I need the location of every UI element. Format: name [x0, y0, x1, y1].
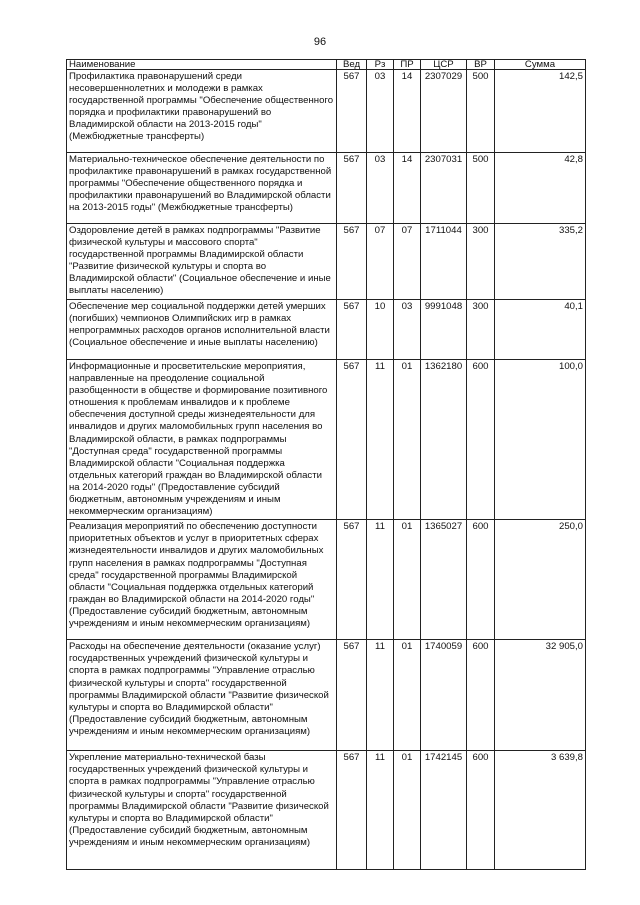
table-row [67, 153, 586, 224]
row-pr: 01 [394, 751, 421, 870]
row-pr: 01 [394, 640, 421, 751]
row-vr: 600 [467, 640, 495, 751]
row-rz: 11 [367, 360, 394, 520]
table-row [67, 360, 586, 520]
row-vr: 600 [467, 751, 495, 870]
header-rz: Рз [367, 60, 394, 70]
row-sum: 250,0 [495, 520, 586, 640]
row-pr: 07 [394, 224, 421, 300]
row-sum: 42,8 [495, 153, 586, 224]
row-rz: 07 [367, 224, 394, 300]
row-csr: 9991048 [421, 300, 467, 360]
row-csr: 1365027 [421, 520, 467, 640]
row-vr: 500 [467, 70, 495, 153]
table-header-row [67, 60, 586, 70]
row-rz: 11 [367, 751, 394, 870]
row-rz: 11 [367, 520, 394, 640]
row-pr: 03 [394, 300, 421, 360]
row-ved: 567 [337, 360, 367, 520]
row-rz: 11 [367, 640, 394, 751]
header-sum: Сумма [495, 60, 586, 70]
row-ved: 567 [337, 153, 367, 224]
table-row [67, 640, 586, 751]
header-csr: ЦСР [421, 60, 467, 70]
budget-table [66, 59, 586, 870]
row-csr: 1740059 [421, 640, 467, 751]
row-name: Материально-техническое обеспечение деятельности по профилактике правонарушений в рамках государственной программы "Обеспечение общественного порядка и профилактики правонарушений во Владимирской области на 2013-2015 годы" (Межбюджетные трансферты) [67, 153, 337, 224]
header-ved: Вед [337, 60, 367, 70]
row-csr: 2307029 [421, 70, 467, 153]
row-sum: 40,1 [495, 300, 586, 360]
row-pr: 14 [394, 153, 421, 224]
header-pr: ПР [394, 60, 421, 70]
row-vr: 600 [467, 520, 495, 640]
row-ved: 567 [337, 70, 367, 153]
row-csr: 1362180 [421, 360, 467, 520]
table-row [67, 224, 586, 300]
row-vr: 600 [467, 360, 495, 520]
table-row [67, 520, 586, 640]
row-rz: 03 [367, 153, 394, 224]
row-name: Профилактика правонарушений среди несовершеннолетних и молодежи в рамках государственной программы "Обеспечение общественного порядка и профилактики правонарушений во Владимирской области на 2013-2015 годы" (Межбюджетные трансферты) [67, 70, 337, 153]
row-name: Расходы на обеспечение деятельности (оказание услуг) государственных учреждений физической культуры и спорта в рамках подпрограммы "Управление отраслью физической культуры и спорта" государственной программы Владимирской области "Развитие физической культуры и спорта во Владимирской области" (Предоставление субсидий бюджетным, автономным учреждениям и иным некоммерческим организациям) [67, 640, 337, 751]
row-name: Обеспечение мер социальной поддержки детей умерших (погибших) чемпионов Олимпийских игр в рамках непрограммных расходов органов исполнительной власти (Социальное обеспечение и иные выплаты населению) [67, 300, 337, 360]
row-sum: 3 639,8 [495, 751, 586, 870]
row-pr: 01 [394, 520, 421, 640]
row-rz: 03 [367, 70, 394, 153]
row-sum: 142,5 [495, 70, 586, 153]
row-ved: 567 [337, 751, 367, 870]
row-csr: 1742145 [421, 751, 467, 870]
row-name: Информационные и просветительские мероприятия, направленные на преодоление социальной разобщенности в обществе и формирование позитивного отношения к проблемам инвалидов и к проблеме обеспечения доступной среды жизнедеятельности для инвалидов и других маломобильных групп населения во Владимирской области, в рамках подпрограммы "Доступная среда" государственной программы Владимирской области "Социальная поддержка отдельных категорий граждан во Владимирской области на 2014-2020 годы" (Предоставление субсидий бюджетным, автономным учреждениям и иным некоммерческим организациям) [67, 360, 337, 520]
row-vr: 300 [467, 224, 495, 300]
row-ved: 567 [337, 520, 367, 640]
row-rz: 10 [367, 300, 394, 360]
header-vr: ВР [467, 60, 495, 70]
row-vr: 500 [467, 153, 495, 224]
page-number: 96 [313, 36, 327, 48]
row-ved: 567 [337, 640, 367, 751]
row-csr: 1711044 [421, 224, 467, 300]
row-pr: 01 [394, 360, 421, 520]
table-row [67, 751, 586, 870]
row-csr: 2307031 [421, 153, 467, 224]
table-row [67, 70, 586, 153]
row-sum: 32 905,0 [495, 640, 586, 751]
row-pr: 14 [394, 70, 421, 153]
row-sum: 100,0 [495, 360, 586, 520]
table-row [67, 300, 586, 360]
row-vr: 300 [467, 300, 495, 360]
row-ved: 567 [337, 224, 367, 300]
row-sum: 335,2 [495, 224, 586, 300]
header-name: Наименование [67, 60, 337, 70]
row-name: Укрепление материально-технической базы государственных учреждений физической культуры и спорта в рамках подпрограммы "Управление отраслью физической культуры и спорта" государственной программы Владимирской области "Развитие физической культуры и спорта во Владимирской области" (Предоставление субсидий бюджетным, автономным учреждениям и иным некоммерческим организациям) [67, 751, 337, 870]
row-name: Реализация мероприятий по обеспечению доступности приоритетных объектов и услуг в приоритетных сферах жизнедеятельности инвалидов и других маломобильных групп населения в рамках подпрограммы "Доступная среда" государственной программы Владимирской области "Социальная поддержка отдельных категорий граждан во Владимирской области на 2014-2020 годы" (Предоставление субсидий бюджетным, автономным учреждениям и иным некоммерческим организациям) [67, 520, 337, 640]
row-name: Оздоровление детей в рамках подпрограммы "Развитие физической культуры и массового спорта" государственной программы Владимирской области "Развитие физической культуры и спорта во Владимирской области" (Социальное обеспечение и иные выплаты населению) [67, 224, 337, 300]
row-ved: 567 [337, 300, 367, 360]
